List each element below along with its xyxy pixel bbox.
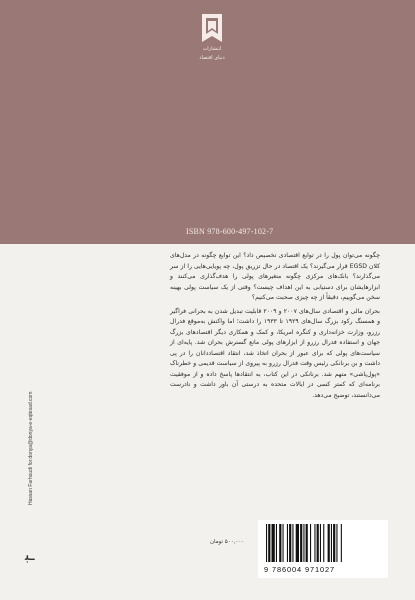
back-cover-blurb [170,251,380,404]
logo-text-line1: انتشارات [202,46,222,52]
publisher-mark-icon: ـﺒ [25,545,35,564]
logo-text-line2: دنیای اقتصاد [199,55,225,61]
blurb-paragraph-2: بحران مالی و اقتصادی سال‌های ۲۰۰۷ و ۲۰۰۹ قابلیت تبدیل شدن به بحرانی فراگیر و همسنگ رکود بزرگ سال‌های ۱۹۲۹ تا ۱۹۳۳ را داشت؛ اما واکنش به‌موقع فدرال رزرو، وزارت خزانه‌داری و کنگره امریکا، و کمک و همکاری دیگر اقتصادهای بزرگ جهان و استفاده فدرال رزرو از ابزارهای پولی مانع گسترش بحران شد. پایه‌ای از سیاست‌های پولی که برای عبور از بحران اتخاذ شد، انتقاد اقتصاددانان را در پی داشت و بن برنانکی رئیس وقت فدرال رزرو به پیروی از سیاست قدیمی و خطرناک «پول‌پاشی» متهم شد. برنانکی در این کتاب، به انتقادها پاسخ داده و از موفقیت برنامه‌ای که کمتر کسی در ایالات متحده به درستی آن باور داشت و نادرست می‌دانستند، توضیح می‌دهد. [170,307,381,399]
barcode [258,520,388,578]
book-logo-icon [198,12,226,44]
barcode-bars [258,520,388,564]
publisher-contact-vertical: Hassan Farhoudi for.donya@donya-e-eqtesad.com [28,391,34,505]
cover-top-panel [0,0,415,244]
blurb-paragraph-1: چگونه می‌توان پول را در توابع اقتصادی تخصیص داد؟ این توابع چگونه در مدل‌های کلان EGSD قرار می‌گیرند؟ یک اقتصاد در حال تزریق پول، چه پویایی‌هایی را از سر می‌گذارند؟ بانک‌های مرکزی چگونه متغیرهای پولی را هدف‌گذاری می‌کنند و ابزارهایشان برای دستیابی به این اهداف چیست؟ وقتی از یک سیاست پولی بهینه سخن می‌گوییم، دقیقاً از چه چیزی صحبت می‌کنیم؟ [170,252,381,301]
barcode-number: 9 786004 971027 [264,565,336,574]
isbn-text: ISBN 978-600-497-102-7 [186,227,274,236]
publisher-logo [190,12,234,76]
price-label: ۵۰۰,۰۰۰ تومان [210,539,245,545]
